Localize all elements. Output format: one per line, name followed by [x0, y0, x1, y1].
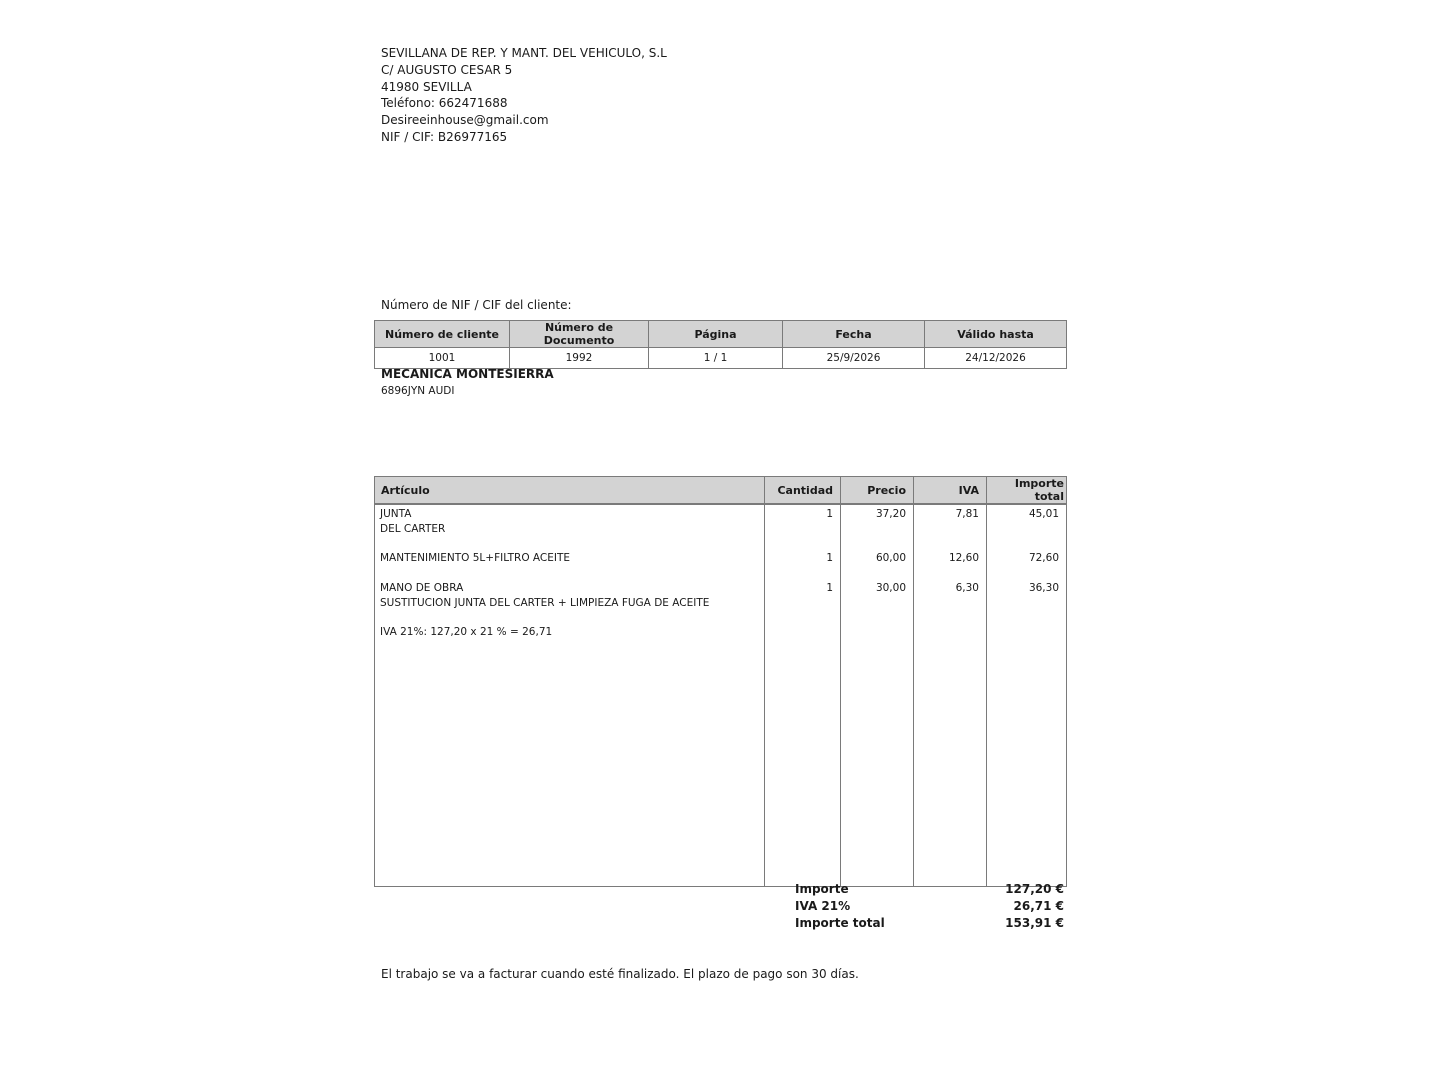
- price-column: [841, 504, 914, 887]
- header-client-number: Número de cliente: [375, 321, 510, 348]
- article-column: [375, 504, 765, 887]
- totals-block: [795, 881, 1064, 931]
- item-article: JUNTA: [380, 508, 412, 520]
- item-article: MANO DE OBRA: [380, 581, 464, 594]
- header-document-number: Número de Documento: [510, 321, 649, 348]
- client-vehicle: 6896JYN AUDI: [381, 385, 455, 397]
- item-article-detail: SUSTITUCION JUNTA DEL CARTER + LIMPIEZA FUGA DE ACEITE: [380, 596, 710, 609]
- document-info-table: [374, 320, 1067, 369]
- grand-total-row: [795, 915, 1064, 932]
- subtotal-row: [795, 881, 1064, 898]
- items-body: [375, 504, 1067, 887]
- quantity-column: [765, 504, 841, 887]
- header-vat: IVA: [914, 477, 987, 505]
- header-quantity: Cantidad: [765, 477, 841, 505]
- grand-total-value: 153,91 €: [1005, 915, 1064, 930]
- item-price: 37,20: [875, 508, 906, 520]
- vat-label: IVA 21%: [795, 898, 851, 913]
- sender-company: SEVILLANA DE REP. Y MANT. DEL VEHICULO, S.L: [381, 46, 667, 60]
- client-nif-label: Número de NIF / CIF del cliente:: [381, 298, 572, 312]
- client-name: MECANICA MONTESIERRA: [381, 367, 554, 381]
- payment-terms-note: El trabajo se va a facturar cuando esté finalizado. El plazo de pago son 30 días.: [381, 967, 859, 981]
- item-vat: 12,60: [948, 552, 979, 565]
- client-number: 1001: [375, 348, 510, 369]
- item-price: 60,00: [875, 552, 906, 565]
- sender-address: C/ AUGUSTO CESAR 5: [381, 62, 513, 77]
- header-price: Precio: [841, 477, 914, 505]
- subtotal-label: Importe: [795, 882, 849, 896]
- item-article: MANTENIMIENTO 5L+FILTRO ACEITE: [380, 552, 571, 565]
- document-number: 1992: [510, 348, 649, 369]
- total-column: [987, 504, 1067, 887]
- table-row: [375, 348, 1067, 369]
- item-total: 36,30: [1028, 581, 1059, 594]
- item-total: 45,01: [1028, 508, 1059, 520]
- page-number: 1 / 1: [649, 348, 783, 369]
- vat-row: [795, 898, 1064, 915]
- subtotal-value: 127,20 €: [1005, 882, 1064, 896]
- item-quantity: 1: [826, 552, 833, 565]
- item-total: 72,60: [1028, 552, 1059, 565]
- header-valid-until: Válido hasta: [925, 321, 1067, 348]
- document-date: 25/9/2026: [783, 348, 925, 369]
- items-table: [374, 476, 1067, 887]
- vat-calculation-note: IVA 21%: 127,20 x 21 % = 26,71: [380, 626, 553, 639]
- grand-total-label: Importe total: [795, 915, 885, 930]
- item-vat: 6,30: [955, 581, 979, 594]
- header-article: Artículo: [375, 477, 765, 505]
- sender-phone: Teléfono: 662471688: [381, 96, 508, 111]
- vat-value: 26,71 €: [1013, 898, 1064, 913]
- valid-until-date: 24/12/2026: [925, 348, 1067, 369]
- sender-nif: NIF / CIF: B26977165: [381, 129, 508, 144]
- header-page: Página: [649, 321, 783, 348]
- sender-city: 41980 SEVILLA: [381, 79, 472, 94]
- item-quantity: 1: [826, 508, 833, 520]
- vat-column: [914, 504, 987, 887]
- sender-block: [381, 45, 667, 146]
- item-price: 30,00: [875, 581, 906, 594]
- header-date: Fecha: [783, 321, 925, 348]
- item-vat: 7,81: [955, 508, 979, 520]
- item-article-detail: DEL CARTER: [380, 522, 446, 535]
- sender-email: Desireeinhouse@gmail.com: [381, 113, 549, 128]
- header-total: Importe total: [987, 477, 1067, 505]
- item-quantity: 1: [826, 581, 833, 594]
